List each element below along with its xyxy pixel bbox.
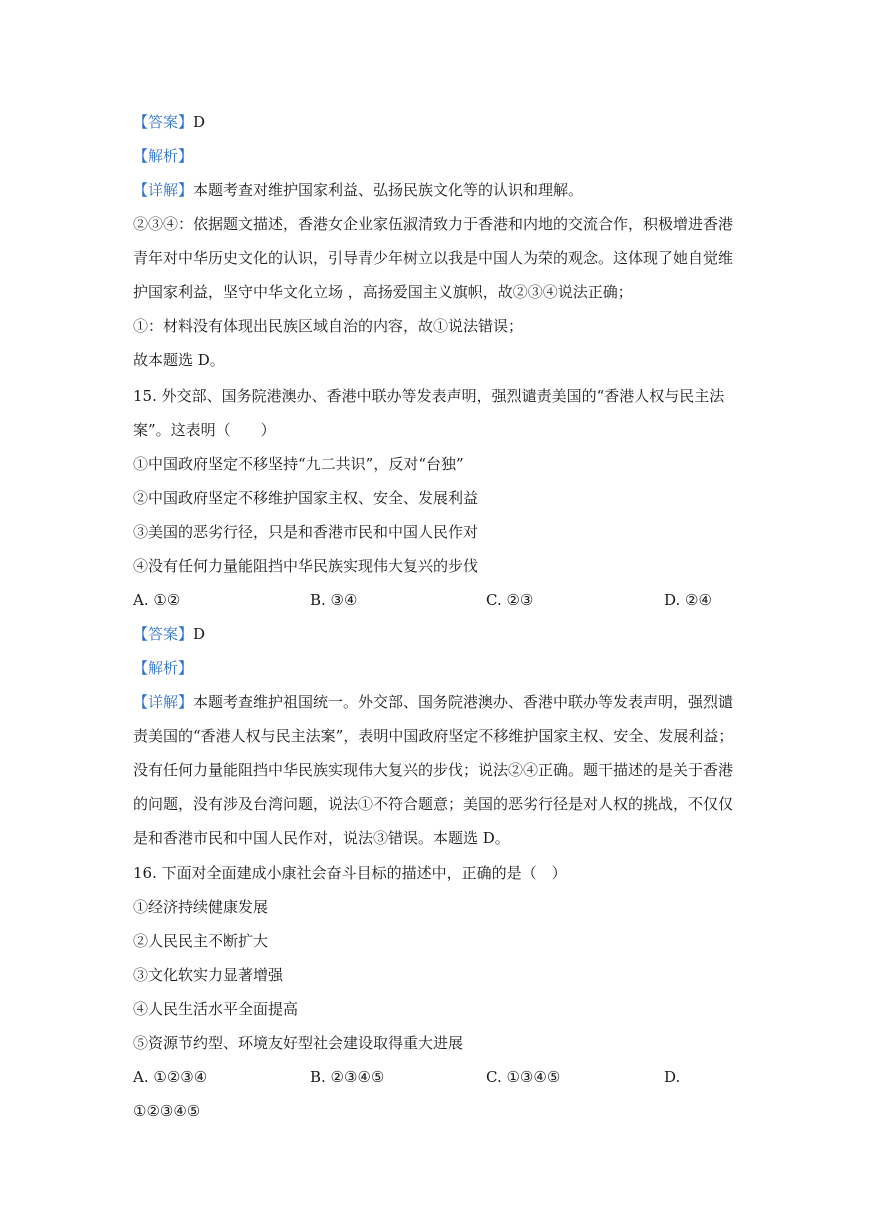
q16-stem: 16. 下面对全面建成小康社会奋斗目标的描述中，正确的是（ ）	[133, 864, 567, 882]
q16-option-d-wrap: ①②③④⑤	[133, 1102, 201, 1120]
option-d: D. ②④	[664, 591, 712, 609]
q15-stem-line: 15. 外交部、国务院港澳办、香港中联办等发表声明，强烈谴责美国的“香港人权与民主法	[133, 387, 725, 405]
answer-value: D	[193, 113, 206, 131]
detail-tag: 【详解】	[133, 181, 194, 199]
q15-options	[0, 590, 869, 610]
answer-value: D	[193, 625, 206, 643]
option-a: A. ①②③④	[133, 1068, 208, 1086]
q14-detail-line: 青年对中华历史文化的认识，引导青少年树立以我是中国人为荣的观念。这体现了她自觉维	[133, 249, 734, 267]
q14-detail-line: 【详解】本题考查对维护国家利益、弘扬民族文化等的认识和理解。	[133, 181, 584, 199]
answer-tag: 【答案】	[133, 113, 194, 131]
q16-statement: ④人民生活水平全面提高	[133, 1000, 299, 1018]
option-b: B. ②③④⑤	[310, 1068, 385, 1086]
q16-statement: ⑤资源节约型、环境友好型社会建设取得重大进展	[133, 1034, 464, 1052]
detail-tag: 【详解】	[133, 693, 194, 711]
q15-detail-line: 责美国的“香港人权与民主法案”，表明中国政府坚定不移维护国家主权、安全、发展利益；	[133, 727, 734, 745]
q14-detail-line: ①：材料没有体现出民族区域自治的内容，故①说法错误；	[133, 317, 524, 335]
q15-statement: ①中国政府坚定不移坚持“九二共识”，反对“台独”	[133, 455, 464, 473]
q16-statement: ②人民民主不断扩大	[133, 932, 269, 950]
answer-tag: 【答案】	[133, 625, 194, 643]
q14-detail-line: ②③④：依据题文描述，香港女企业家伍淑清致力于香港和内地的交流合作，积极增进香港	[133, 215, 734, 233]
q14-detail-line: 护国家利益，坚守中华文化立场 ，高扬爱国主义旗帜，故②③④说法正确；	[133, 283, 633, 301]
option-d: D.	[664, 1068, 681, 1086]
q15-statement: ②中国政府坚定不移维护国家主权、安全、发展利益	[133, 489, 479, 507]
q15-detail-line: 的问题，没有涉及台湾问题，说法①不符合题意；美国的恶劣行径是对人权的挑战，不仅仅	[133, 795, 734, 813]
q15-statement: ④没有任何力量能阻挡中华民族实现伟大复兴的步伐	[133, 557, 479, 575]
q14-detail-line: 故本题选 D。	[133, 351, 225, 369]
q16-options	[0, 1067, 869, 1087]
option-c: C. ①③④⑤	[486, 1068, 561, 1086]
q15-statement: ③美国的恶劣行径，只是和香港市民和中国人民作对	[133, 523, 479, 541]
q15-answer-line	[133, 624, 205, 644]
q15-detail-line: 没有任何力量能阻挡中华民族实现伟大复兴的步伐；说法②④正确。题干描述的是关于香港	[133, 761, 734, 779]
option-b: B. ③④	[310, 591, 358, 609]
option-c: C. ②③	[486, 591, 534, 609]
q16-statement: ③文化软实力显著增强	[133, 966, 284, 984]
q16-statement: ①经济持续健康发展	[133, 898, 269, 916]
option-a: A. ①②	[133, 591, 181, 609]
q15-detail-line: 【详解】本题考查维护祖国统一。外交部、国务院港澳办、香港中联办等发表声明，强烈谴	[133, 693, 734, 711]
q15-stem-line: 案”。这表明（ ）	[133, 421, 276, 439]
q15-analysis-tag: 【解析】	[133, 659, 194, 677]
q14-answer-line	[133, 112, 205, 132]
q14-analysis-tag: 【解析】	[133, 147, 194, 165]
q15-detail-line: 是和香港市民和中国人民作对，说法③错误。本题选 D。	[133, 829, 510, 847]
